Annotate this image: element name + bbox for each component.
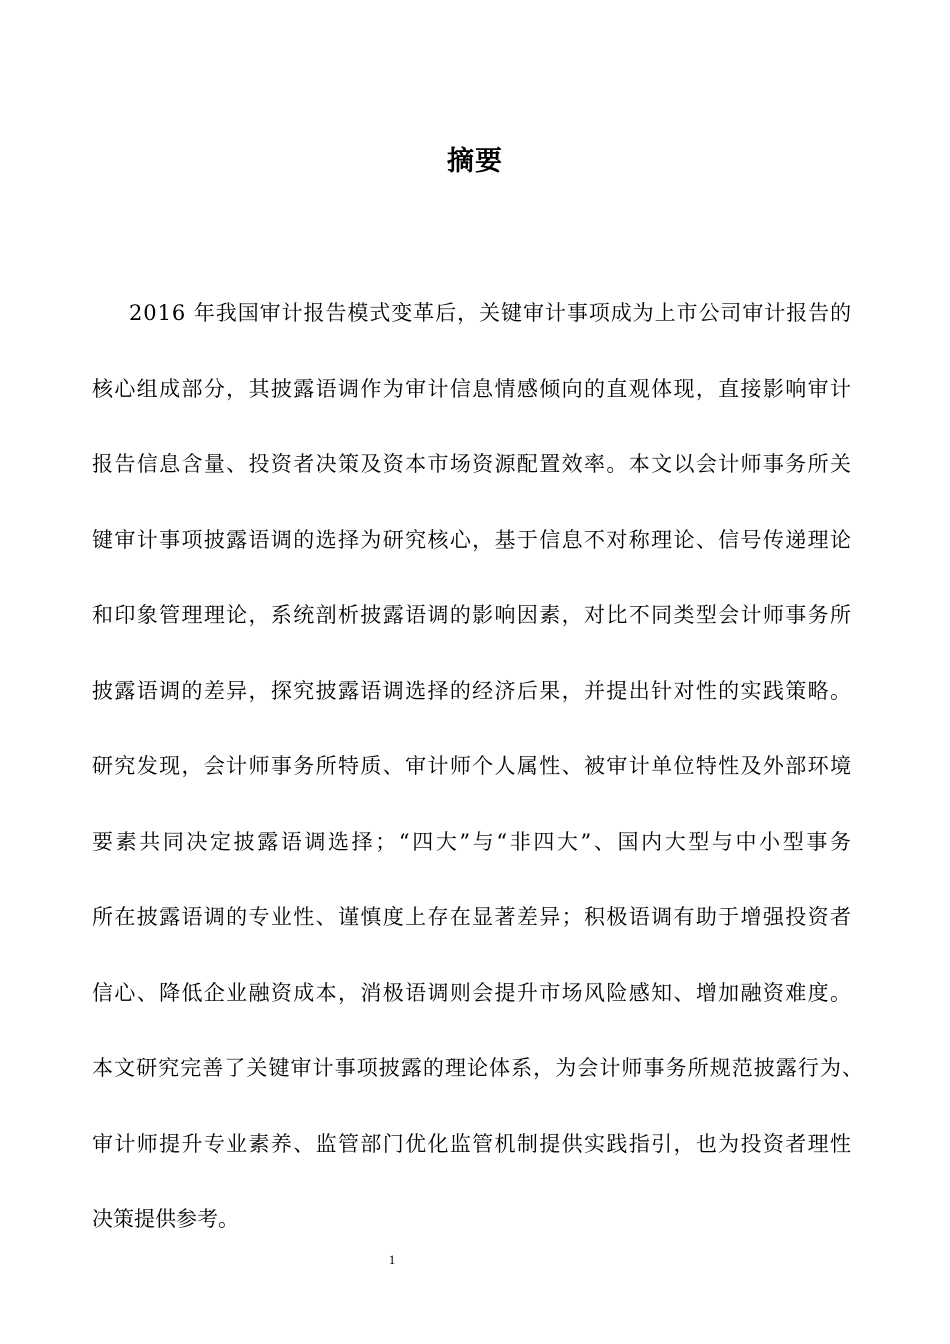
paragraph-line: 键审计事项披露语调的选择为研究核心，基于信息不对称理论、信号传递理论 — [92, 527, 853, 552]
paragraph-line: 研究发现，会计师事务所特质、审计师个人属性、被审计单位特性及外部环境 — [92, 754, 853, 778]
page-title: 摘要 — [447, 146, 503, 177]
paragraph-line: 披露语调的差异，探究披露语调选择的经济后果，并提出针对性的实践策略。 — [92, 678, 853, 703]
paragraph-line: 本文研究完善了关键审计事项披露的理论体系，为会计师事务所规范披露行为、 — [92, 1056, 865, 1080]
page-number: 1 — [388, 1252, 396, 1267]
paragraph-line: 核心组成部分，其披露语调作为审计信息情感倾向的直观体现，直接影响审计 — [92, 376, 853, 401]
paragraph-line: 所在披露语调的专业性、谨慎度上存在显著差异；积极语调有助于增强投资者 — [92, 905, 853, 929]
paragraph-line: 要素共同决定披露语调选择；“四大”与“非四大”、国内大型与中小型事务 — [92, 829, 854, 854]
paragraph-line: 和印象管理理论，系统剖析披露语调的影响因素，对比不同类型会计师事务所 — [92, 603, 853, 627]
paragraph-line: 信心、降低企业融资成本，消极语调则会提升市场风险感知、增加融资难度。 — [92, 980, 853, 1005]
paragraph-line: 审计师提升专业素养、监管部门优化监管机制提供实践指引，也为投资者理性 — [92, 1131, 853, 1156]
paragraph-line: 2016 年我国审计报告模式变革后，关键审计事项成为上市公司审计报告的 — [129, 301, 853, 325]
paragraph-line: 决策提供参考。 — [92, 1207, 239, 1231]
paragraph-line: 报告信息含量、投资者决策及资本市场资源配置效率。本文以会计师事务所关 — [92, 452, 853, 476]
